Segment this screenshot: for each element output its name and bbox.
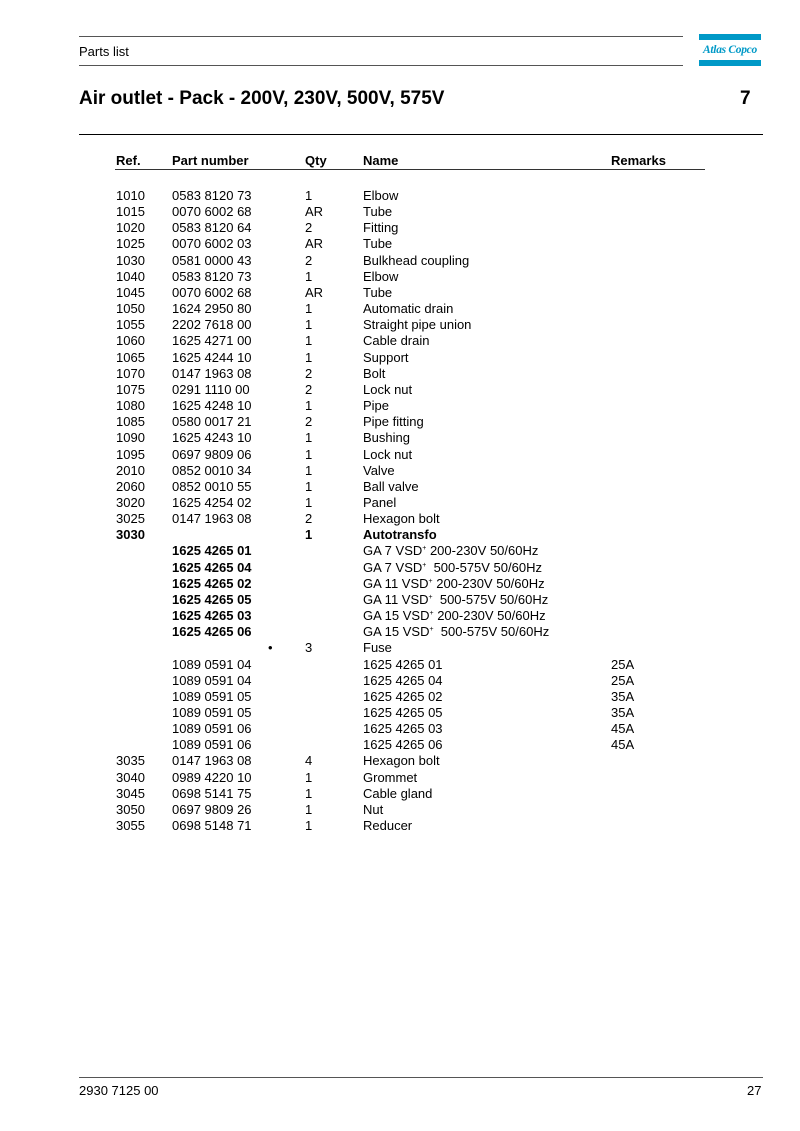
ref-cell: 3020 [116,494,145,510]
table-row [0,576,800,592]
name-cell: Automatic drain [363,301,454,317]
qty-cell: 1 [305,333,313,349]
table-row [0,333,800,349]
ref-cell: 1045 [116,284,145,300]
name-cell: 1625 4265 02 [363,688,443,704]
qty-cell: 1 [305,188,313,203]
table-row [0,640,800,656]
part-number-cell: 0989 4220 10 [172,769,252,785]
col-header-qty: Qty [305,153,327,168]
table-row [0,301,800,317]
name-cell: Straight pipe union [363,317,472,333]
bullet-marker: • [268,640,273,656]
part-number-cell: 1625 4243 10 [172,430,252,446]
part-number-cell: 1625 4265 05 [172,591,252,607]
part-number-cell: 2202 7618 00 [172,317,252,333]
qty-cell: 2 [305,220,313,236]
qty-cell: 1 [305,446,313,462]
qty-cell: 2 [305,511,313,527]
part-number-cell: 1625 4265 06 [172,624,252,640]
part-number-cell: 1089 0591 05 [172,688,252,704]
ref-cell: 3055 [116,818,145,834]
table-row [0,317,800,333]
table-row [0,624,800,640]
qty-cell: 3 [305,640,313,656]
name-cell: Bulkhead coupling [363,252,470,268]
ref-cell: 3040 [116,769,145,785]
name-text-suffix: 500-575V 50/60Hz [426,559,542,575]
name-cell: 1625 4265 06 [363,737,443,753]
ref-cell: 1065 [116,349,145,365]
name-cell: Grommet [363,769,418,785]
qty-cell: 1 [305,818,313,834]
name-text: GA 11 VSD [363,575,429,591]
table-row [0,430,800,446]
name-cell: Nut [363,801,384,817]
part-number-cell: 1089 0591 06 [172,721,252,737]
header-rule-bottom [79,65,683,66]
part-number-cell: 1625 4265 02 [172,575,252,591]
name-cell: Cable drain [363,333,430,349]
name-cell: Elbow [363,188,399,203]
section-number: 7 [740,88,751,109]
qty-cell: 2 [305,252,313,268]
logo-bar-top [699,34,761,40]
name-text: GA 11 VSD [363,591,429,607]
page-number: 27 [747,1083,762,1098]
name-superscript: + [428,593,433,601]
qty-cell: 4 [305,753,313,769]
part-number-cell: 1625 4265 03 [172,608,252,624]
ref-cell: 1075 [116,381,145,397]
part-number-cell: 0147 1963 08 [172,753,252,769]
name-cell: Lock nut [363,381,413,397]
ref-cell: 3035 [116,753,145,769]
table-row [0,447,800,463]
table-row [0,737,800,753]
part-number-cell: 0583 8120 73 [172,268,252,284]
part-number-cell: 0581 0000 43 [172,252,252,268]
part-number-cell: 1089 0591 04 [172,672,252,688]
name-cell [363,543,538,559]
table-row [0,608,800,624]
table-row [0,495,800,511]
name-cell: Panel [363,494,397,510]
name-cell: Bushing [363,430,410,446]
table-row [0,560,800,576]
table-row [0,382,800,398]
qty-cell: 1 [305,462,313,478]
name-text-suffix: 500-575V 50/60Hz [433,624,550,640]
table-row [0,592,800,608]
ref-cell: 1085 [116,414,145,430]
table-row [0,269,800,285]
part-number-cell: 0291 1110 00 [172,381,250,397]
col-header-part-number: Part number [172,153,249,168]
part-number-cell: 1089 0591 06 [172,737,252,753]
name-cell: Pipe [363,398,390,414]
logo-text: Atlas Copco [703,44,757,56]
name-cell [363,608,546,624]
remarks-cell: 25A [611,656,635,672]
ref-cell: 1040 [116,268,145,284]
table-row [0,770,800,786]
part-number-cell: 0070 6002 03 [172,236,252,252]
table-row [0,753,800,769]
logo-bar-bottom [699,60,761,66]
qty-cell: 1 [305,785,313,801]
ref-cell: 3050 [116,801,145,817]
name-cell: Hexagon bolt [363,511,440,527]
table-row [0,350,800,366]
ref-cell: 1030 [116,252,145,268]
name-cell: 1625 4265 05 [363,705,443,720]
part-number-cell: 0852 0010 55 [172,478,252,494]
header-rule-top [79,36,683,37]
name-cell: Autotransfo [363,527,437,543]
qty-cell: 2 [305,414,313,430]
name-cell: Ball valve [363,478,419,494]
part-number-cell: 1624 2950 80 [172,301,252,317]
qty-cell: 1 [305,527,313,543]
part-number-cell: 0583 8120 64 [172,220,252,236]
table-row [0,721,800,737]
col-header-ref: Ref. [116,153,141,168]
name-text-suffix: 200-230V 50/60Hz [432,575,545,591]
table-row [0,818,800,834]
name-text: GA 15 VSD [363,608,430,624]
name-superscript: + [428,577,433,585]
name-cell: Lock nut [363,446,413,462]
name-cell: Valve [363,462,395,478]
name-text: GA 7 VSD [363,543,423,559]
qty-cell: 1 [305,398,313,414]
name-superscript: + [422,545,427,553]
ref-cell: 1090 [116,430,145,446]
table-row [0,253,800,269]
qty-cell: AR [305,204,324,220]
col-header-name: Name [363,153,399,168]
table-row [0,414,800,430]
table-row [0,673,800,689]
footer-rule [79,1077,763,1078]
ref-cell: 1080 [116,398,145,414]
page-title: Air outlet - Pack - 200V, 230V, 500V, 575V [79,88,445,109]
table-row [0,204,800,220]
remarks-cell: 35A [611,688,635,704]
qty-cell: 2 [305,365,313,381]
part-number-cell: 0697 9809 26 [172,801,252,817]
qty-cell: AR [305,284,324,300]
name-superscript: + [429,626,434,634]
name-cell: Tube [363,284,393,300]
name-cell: Bolt [363,365,386,381]
document-number: 2930 7125 00 [79,1083,159,1098]
qty-cell: 1 [305,430,313,446]
part-number-cell: 0580 0017 21 [172,414,252,430]
header-label: Parts list [79,44,129,59]
part-number-cell: 0852 0010 34 [172,462,252,478]
part-number-cell: 0070 6002 68 [172,284,252,300]
remarks-cell: 35A [611,705,635,720]
part-number-cell: 1625 4248 10 [172,398,252,414]
table-row [0,188,800,204]
name-cell: 1625 4265 04 [363,672,443,688]
qty-cell: 1 [305,494,313,510]
part-number-cell: 0583 8120 73 [172,188,252,203]
part-number-cell: 0070 6002 68 [172,204,252,220]
table-row [0,689,800,705]
ref-cell: 1010 [116,188,145,203]
table-row [0,236,800,252]
part-number-cell: 0698 5141 75 [172,785,252,801]
part-number-cell: 1089 0591 04 [172,656,252,672]
ref-cell: 1050 [116,301,145,317]
part-number-cell: 1625 4265 01 [172,543,252,559]
table-row [0,786,800,802]
part-number-cell: 1625 4271 00 [172,333,252,349]
ref-cell: 3045 [116,785,145,801]
qty-cell: 1 [305,317,313,333]
qty-cell: AR [305,236,324,252]
name-text: GA 15 VSD [363,624,430,640]
table-row [0,463,800,479]
qty-cell: 1 [305,478,313,494]
name-cell: Fuse [363,640,392,656]
parts-table [0,188,800,834]
part-number-cell: 1625 4244 10 [172,349,252,365]
remarks-cell: 25A [611,672,635,688]
name-text-suffix: 200-230V 50/60Hz [426,543,539,559]
name-cell [363,560,542,576]
name-cell: Pipe fitting [363,414,424,430]
qty-cell: 2 [305,381,313,397]
name-cell: Reducer [363,818,413,834]
part-number-cell: 1089 0591 05 [172,705,252,720]
title-rule [79,134,763,135]
name-cell [363,592,548,608]
part-number-cell: 0147 1963 08 [172,365,252,381]
name-cell [363,624,549,640]
part-number-cell: 1625 4265 04 [172,559,252,575]
qty-cell: 1 [305,801,313,817]
name-cell: Elbow [363,268,399,284]
table-row [0,511,800,527]
name-cell: 1625 4265 03 [363,721,443,737]
part-number-cell: 0697 9809 06 [172,446,252,462]
table-row [0,802,800,818]
name-cell [363,576,545,592]
table-row [0,366,800,382]
table-row [0,285,800,301]
name-cell: Tube [363,236,393,252]
ref-cell: 3025 [116,511,145,527]
col-header-remarks: Remarks [611,153,666,168]
name-superscript: + [429,610,434,618]
table-row [0,705,800,721]
name-superscript: + [422,561,427,569]
qty-cell: 1 [305,349,313,365]
table-row [0,657,800,673]
ref-cell: 1015 [116,204,145,220]
name-text: GA 7 VSD [363,559,423,575]
remarks-cell: 45A [611,721,635,737]
qty-cell: 1 [305,268,313,284]
table-row [0,479,800,495]
remarks-cell: 45A [611,737,635,753]
name-cell: Cable gland [363,785,433,801]
table-row [0,220,800,236]
table-row [0,543,800,559]
name-cell: 1625 4265 01 [363,656,443,672]
part-number-cell: 0698 5148 71 [172,818,252,834]
ref-cell: 1055 [116,317,145,333]
part-number-cell: 0147 1963 08 [172,511,252,527]
table-row [0,527,800,543]
name-cell: Hexagon bolt [363,753,440,769]
ref-cell: 3030 [116,527,145,543]
ref-cell: 1025 [116,236,145,252]
ref-cell: 1060 [116,333,145,349]
name-text-suffix: 500-575V 50/60Hz [432,591,549,607]
ref-cell: 2060 [116,478,145,494]
name-text-suffix: 200-230V 50/60Hz [433,608,546,624]
atlas-copco-logo [699,34,761,66]
ref-cell: 2010 [116,462,145,478]
name-cell: Tube [363,204,393,220]
part-number-cell: 1625 4254 02 [172,494,252,510]
name-cell: Support [363,349,409,365]
ref-cell: 1095 [116,446,145,462]
table-row [0,398,800,414]
name-cell: Fitting [363,220,399,236]
ref-cell: 1020 [116,220,145,236]
qty-cell: 1 [305,301,313,317]
ref-cell: 1070 [116,365,145,381]
column-header-rule [115,169,705,170]
qty-cell: 1 [305,769,313,785]
